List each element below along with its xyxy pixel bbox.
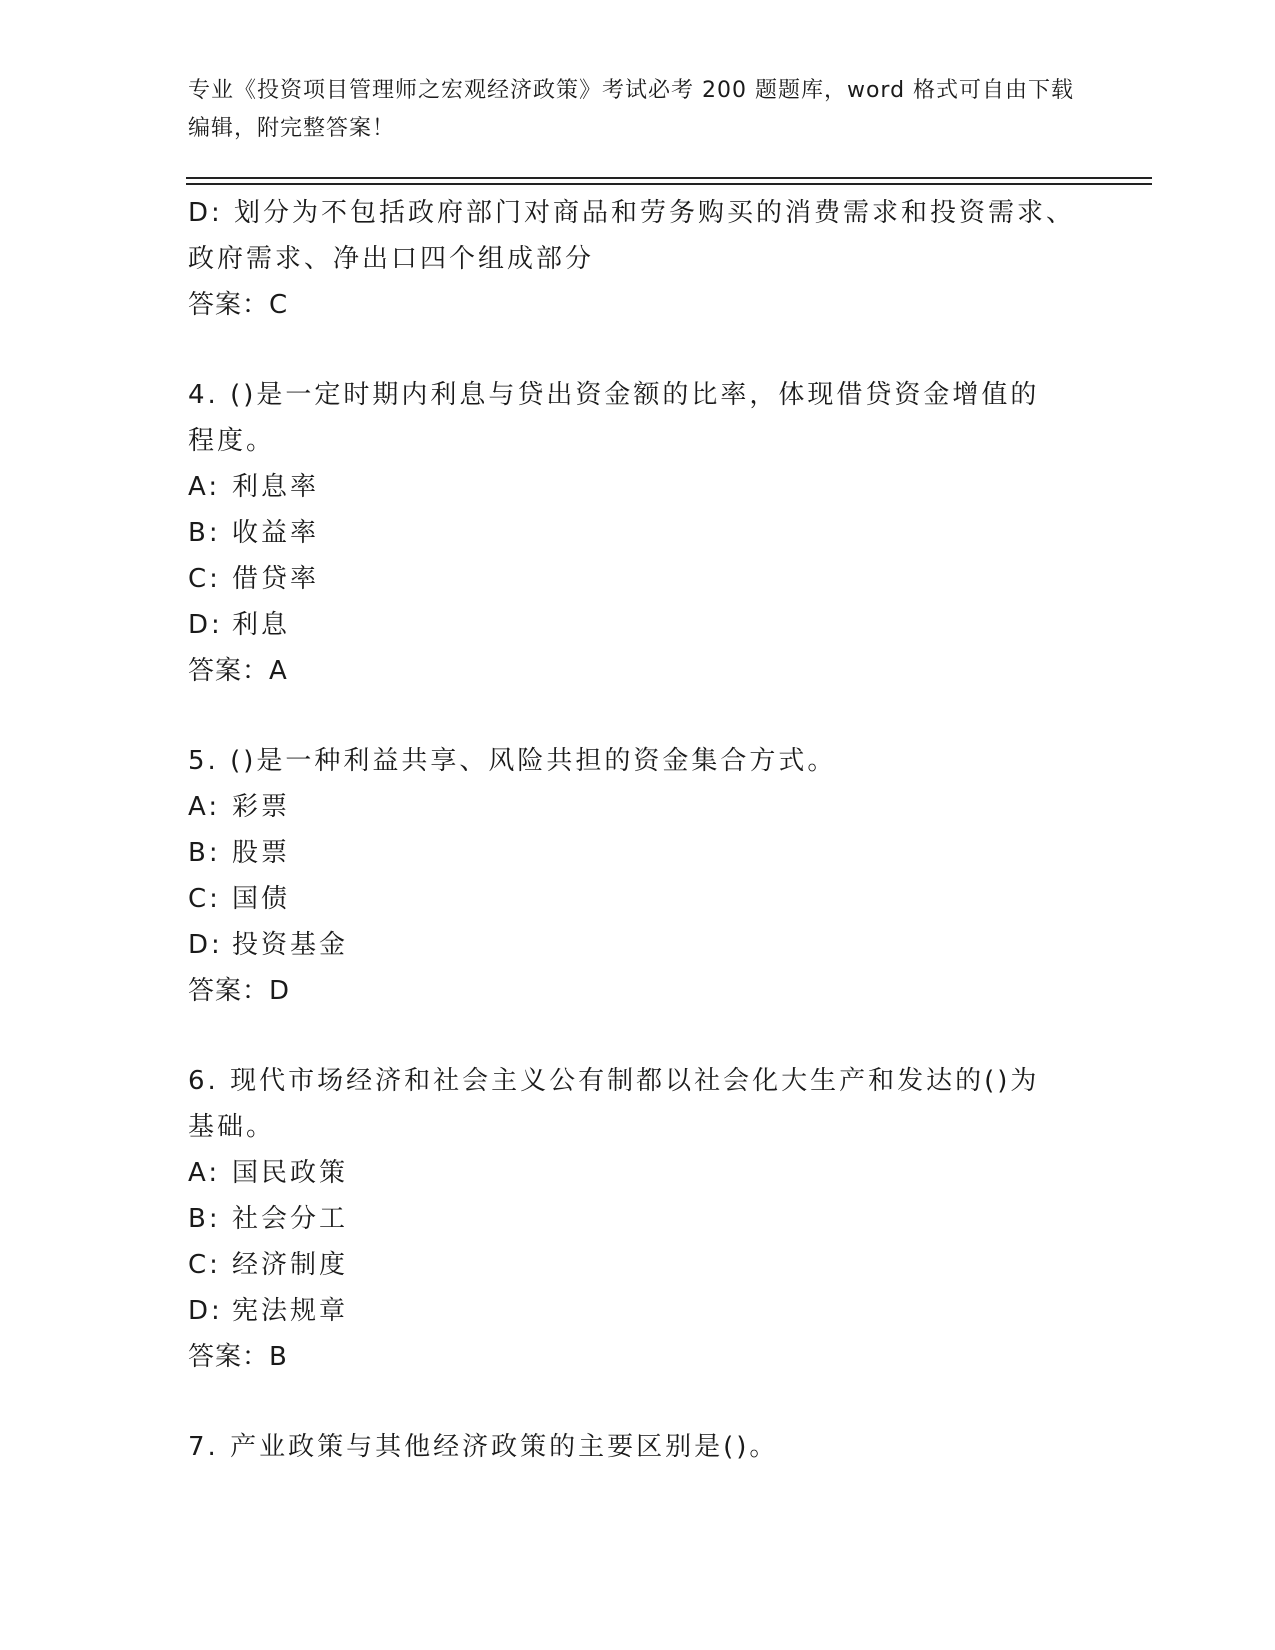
- option-a: [188, 784, 1068, 830]
- option-text: 国债: [232, 884, 291, 914]
- option-key: D:: [188, 1296, 223, 1326]
- answer-line: 答案：C: [188, 290, 289, 320]
- question-stem: 7. 产业政策与其他经济政策的主要区别是()。: [188, 1432, 779, 1462]
- option-c: [188, 556, 1068, 602]
- option-key: C:: [188, 564, 221, 594]
- option-c: [188, 876, 1068, 922]
- option-text: 收益率: [232, 518, 320, 548]
- option-a: [188, 464, 1068, 510]
- question-stem: 4. ()是一定时期内利息与贷出资金额的比率，体现借贷资金增值的程度。: [188, 380, 1040, 456]
- option-d: [188, 602, 1068, 648]
- spacer: [188, 694, 1068, 738]
- answer-line: 答案：B: [188, 1342, 288, 1372]
- question-stem: 6. 现代市场经济和社会主义公有制都以社会化大生产和发达的()为基础。: [188, 1066, 1040, 1142]
- option-b: [188, 830, 1068, 876]
- question-6: [188, 1058, 1068, 1380]
- option-key: A:: [188, 1158, 221, 1188]
- header-rule-top: [186, 177, 1152, 179]
- option-d-line-2: 政府需求、净出口四个组成部分: [188, 244, 595, 274]
- option-b: [188, 510, 1068, 556]
- option-text: 经济制度: [232, 1250, 349, 1280]
- option-a: [188, 1150, 1068, 1196]
- option-text: 国民政策: [232, 1158, 349, 1188]
- option-text: 借贷率: [232, 564, 320, 594]
- document-header: 专业《投资项目管理师之宏观经济政策》考试必考 200 题题库，word 格式可自由下载编辑，附完整答案！: [188, 78, 1075, 141]
- option-text: 宪法规章: [232, 1296, 349, 1326]
- question-5: [188, 738, 1068, 1014]
- option-d: [188, 1288, 1068, 1334]
- option-key: B:: [188, 1204, 221, 1234]
- question-7: [188, 1424, 1068, 1470]
- spacer: [188, 1380, 1068, 1424]
- option-text: 社会分工: [232, 1204, 349, 1234]
- option-text: 利息: [232, 610, 291, 640]
- option-text: 利息率: [232, 472, 320, 502]
- carryover-question: [188, 190, 1076, 328]
- option-c: [188, 1242, 1068, 1288]
- option-key: B:: [188, 518, 221, 548]
- option-b: [188, 1196, 1068, 1242]
- question-content: [188, 190, 1076, 1470]
- option-key: C:: [188, 1250, 221, 1280]
- option-key: D:: [188, 610, 223, 640]
- answer-line: 答案：D: [188, 976, 291, 1006]
- question-4: [188, 372, 1068, 694]
- option-key: A:: [188, 472, 221, 502]
- question-stem: 5. ()是一种利益共享、风险共担的资金集合方式。: [188, 746, 837, 776]
- spacer: [188, 1014, 1068, 1058]
- option-key: D:: [188, 930, 223, 960]
- option-d-line-1: D: 划分为不包括政府部门对商品和劳务购买的消费需求和投资需求、: [188, 198, 1076, 228]
- option-key: A:: [188, 792, 221, 822]
- option-text: 彩票: [232, 792, 291, 822]
- option-text: 投资基金: [232, 930, 349, 960]
- option-d: [188, 922, 1068, 968]
- header-rule-bottom: [186, 183, 1152, 185]
- option-key: C:: [188, 884, 221, 914]
- answer-line: 答案：A: [188, 656, 288, 686]
- option-text: 股票: [232, 838, 291, 868]
- spacer: [188, 328, 1068, 372]
- option-key: B:: [188, 838, 221, 868]
